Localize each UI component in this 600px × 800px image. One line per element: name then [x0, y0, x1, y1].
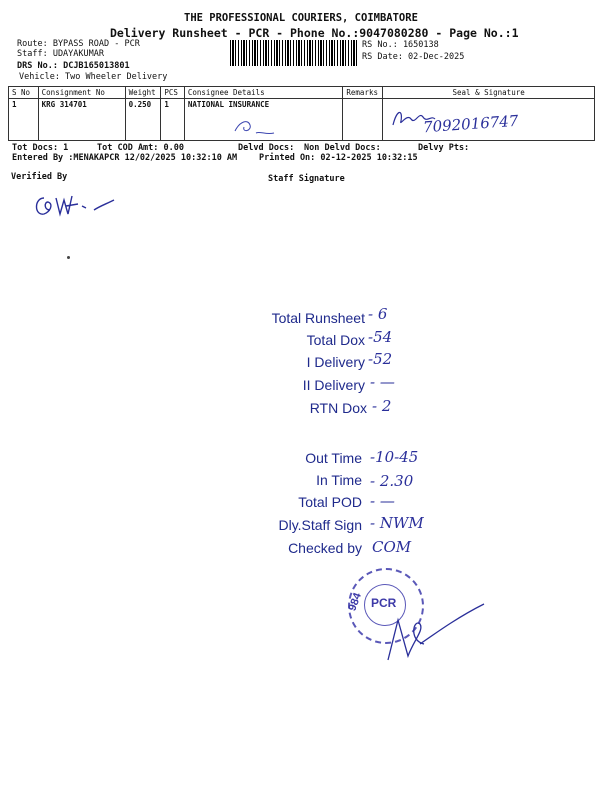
- summary-label-total-dox: Total Dox: [306, 332, 365, 348]
- cell-consignee: [184, 99, 343, 141]
- summary-label-rtn-dox: RTN Dox: [309, 400, 367, 416]
- summary-value-checked-by: COM: [372, 538, 412, 556]
- summary-label-in-time: In Time: [316, 472, 362, 488]
- drs-number: [17, 61, 130, 71]
- col-seal-signature: Seal & Signature: [383, 87, 595, 99]
- col-consignee: Consignee Details: [184, 87, 343, 99]
- col-weight: Weight: [125, 87, 161, 99]
- cell-signature: [383, 99, 595, 141]
- table-header-row: [9, 87, 595, 99]
- summary-value-out-time: -10-45: [370, 448, 419, 466]
- staff-text: Staff: UDAYAKUMAR: [17, 49, 104, 59]
- summary-value-rtn-dox: - 2: [372, 397, 392, 415]
- summary-value-i-delivery: -52: [368, 350, 393, 368]
- cell-pcs: 1: [161, 99, 185, 141]
- route-text: Route: BYPASS ROAD - PCR: [17, 39, 140, 49]
- drs-value: DCJB165013801: [63, 61, 130, 71]
- rs-number: RS No.: 1650138: [362, 40, 439, 50]
- staff-signature-label: Staff Signature: [268, 174, 345, 184]
- summary-value-dly-staff-sign: - NWM: [370, 514, 424, 532]
- consignee-name: NATIONAL INSURANCE: [187, 100, 270, 109]
- non-delvd-docs: Non Delvd Docs:: [304, 143, 381, 153]
- ink-dot: [67, 256, 70, 259]
- tot-docs: Tot Docs: 1: [12, 143, 69, 153]
- stamp-center-text: PCR: [371, 596, 397, 610]
- cell-weight: 0.250: [125, 99, 161, 141]
- totals-divider: [8, 140, 595, 141]
- delvy-pts: Delvy Pts:: [418, 143, 470, 153]
- consignee-scribble-icon: [230, 113, 280, 137]
- company-name: THE PROFESSIONAL COURIERS, COIMBATORE: [184, 12, 418, 24]
- cell-consignment: KRG 314701: [38, 99, 125, 141]
- cell-sno: 1: [9, 99, 39, 141]
- consignment-table: [8, 86, 595, 141]
- col-pcs: PCS: [161, 87, 185, 99]
- summary-label-dly-staff-sign: Dly.Staff Sign: [278, 517, 362, 533]
- rs-date: RS Date: 02-Dec-2025: [362, 52, 465, 62]
- cell-remarks: [343, 99, 383, 141]
- signature-phone: 7092016747: [422, 111, 520, 137]
- summary-value-in-time: - 2.30: [370, 472, 414, 490]
- printed-on: Printed On: 02-12-2025 10:32:15: [259, 153, 418, 163]
- stamp-signature-icon: [380, 600, 490, 670]
- summary-label-out-time: Out Time: [305, 450, 362, 466]
- drs-label: DRS No.:: [17, 61, 58, 71]
- summary-value-total-dox: -54: [368, 328, 393, 346]
- stamp-side-text: 984: [346, 591, 364, 613]
- summary-label-total-runsheet: Total Runsheet: [271, 310, 365, 326]
- barcode: [230, 40, 358, 66]
- summary-value-total-pod: - —: [370, 492, 395, 510]
- col-sno: S No: [9, 87, 39, 99]
- summary-label-ii-delivery: II Delivery: [302, 377, 365, 393]
- table-row: [9, 99, 595, 141]
- vehicle-text: Vehicle: Two Wheeler Delivery: [19, 72, 168, 82]
- delvd-docs: Delvd Docs:: [238, 143, 295, 153]
- verifier-signature-icon: [30, 186, 140, 226]
- summary-label-checked-by: Checked by: [288, 540, 362, 556]
- col-consignment: Consignment No: [38, 87, 125, 99]
- entered-by: Entered By :MENAKAPCR 12/02/2025 10:32:10 AM: [12, 153, 238, 163]
- summary-label-total-pod: Total POD: [298, 494, 362, 510]
- summary-value-total-runsheet: - 6: [368, 305, 388, 323]
- runsheet-title: Delivery Runsheet - PCR - Phone No.:9047080280 - Page No.:1: [110, 26, 519, 40]
- col-remarks: Remarks: [343, 87, 383, 99]
- verified-by-label: Verified By: [11, 172, 68, 182]
- tot-cod: Tot COD Amt: 0.00: [97, 143, 184, 153]
- summary-label-i-delivery: I Delivery: [306, 354, 365, 370]
- summary-value-ii-delivery: - —: [370, 373, 395, 391]
